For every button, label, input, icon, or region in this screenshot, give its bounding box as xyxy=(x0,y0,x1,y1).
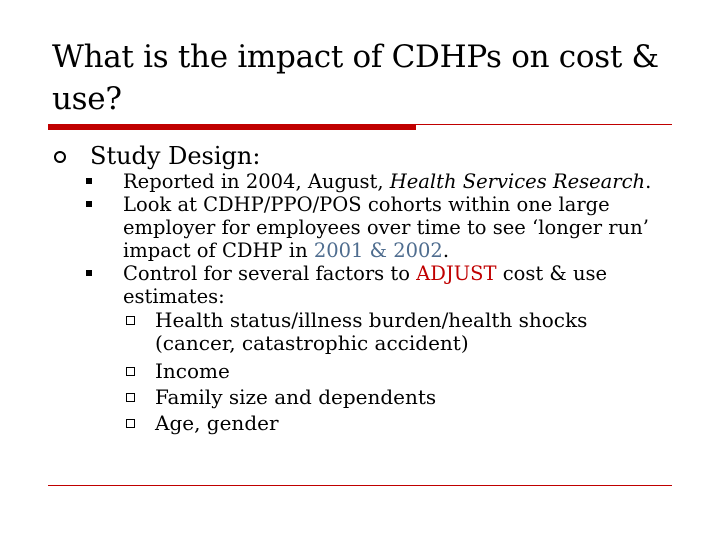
hollow-square-bullet-icon xyxy=(126,419,135,428)
item-text-end: cost & use estimates: xyxy=(123,262,608,308)
hollow-circle-bullet-icon xyxy=(54,151,66,163)
factor-text: Family size and dependents xyxy=(155,385,437,409)
square-bullet-icon xyxy=(86,270,92,276)
item-text: Control for several factors to xyxy=(123,262,417,285)
factor-text: Income xyxy=(155,359,230,383)
item-text-end: . xyxy=(645,170,652,193)
factor-text: Health status/illness burden/health shocks (cancer, catastrophic accident) xyxy=(155,308,588,355)
factor-item-age xyxy=(123,410,666,436)
study-design-label: Study Design: xyxy=(90,142,261,170)
highlight-adjust: ADJUST xyxy=(416,262,497,285)
highlight-years: 2001 & 2002 xyxy=(313,239,443,262)
factor-list xyxy=(123,308,666,436)
list-item-cohorts xyxy=(86,193,666,262)
factor-text: Age, gender xyxy=(155,411,279,435)
title-divider-thick xyxy=(48,124,416,130)
slide-title: What is the impact of CDHPs on cost & use? xyxy=(52,39,659,117)
factor-item-health xyxy=(123,308,666,358)
factor-item-family xyxy=(123,384,666,410)
journal-name: Health Services Research xyxy=(389,170,646,193)
study-design-list xyxy=(86,170,666,436)
hollow-square-bullet-icon xyxy=(126,316,135,325)
item-text: Look at CDHP/PPO/POS cohorts within one large employer for employees over time to see ‘longer run’ impact of CDHP in xyxy=(123,193,649,262)
square-bullet-icon xyxy=(86,201,92,207)
item-text: Reported in 2004, August, xyxy=(123,170,390,193)
list-item-reported xyxy=(86,170,666,193)
hollow-square-bullet-icon xyxy=(126,367,135,376)
factor-item-income xyxy=(123,358,666,384)
hollow-square-bullet-icon xyxy=(126,393,135,402)
footer-divider xyxy=(48,485,672,486)
list-item-control xyxy=(86,262,666,436)
square-bullet-icon xyxy=(86,178,92,184)
item-text-end: . xyxy=(442,239,450,262)
